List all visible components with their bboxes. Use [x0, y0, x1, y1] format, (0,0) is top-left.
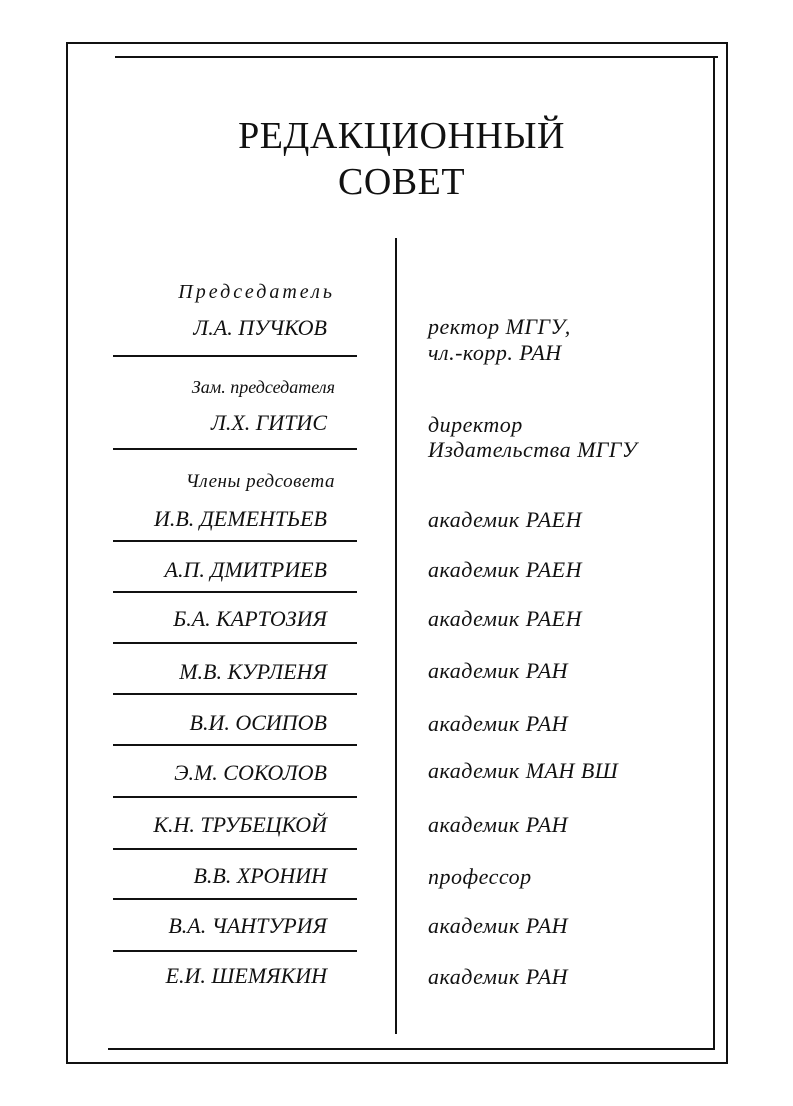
inner-frame-right-rule: [713, 56, 715, 1050]
member-role: академик РАН: [428, 658, 569, 683]
member-name: В.А. ЧАНТУРИЯ: [168, 913, 327, 938]
page-title-line-1: РЕДАКЦИОННЫЙ: [238, 115, 565, 157]
member-name: Б.А. КАРТОЗИЯ: [173, 606, 327, 631]
deputy-section-label: Зам. председателя: [191, 377, 335, 397]
members-section-label: Члены редсовета: [185, 471, 335, 492]
member-role: академик РАН: [428, 812, 569, 837]
member-role: академик РАН: [428, 913, 569, 938]
page-title-line-2: СОВЕТ: [337, 161, 466, 203]
chair-role-line-2: чл.-корр. РАН: [428, 340, 562, 365]
separator-rule: [113, 642, 357, 644]
deputy-role-line-1: директор: [428, 412, 523, 437]
member-name: И.В. ДЕМЕНТЬЕВ: [153, 506, 327, 531]
separator-rule: [113, 848, 357, 850]
member-name: В.И. ОСИПОВ: [189, 710, 327, 735]
deputy-name: Л.Х. ГИТИС: [210, 410, 327, 435]
chair-name: Л.А. ПУЧКОВ: [193, 315, 327, 340]
separator-rule: [113, 693, 357, 695]
separator-rule: [113, 744, 357, 746]
member-role: академик МАН ВШ: [428, 758, 619, 783]
separator-rule: [113, 591, 357, 593]
member-name: Е.И. ШЕМЯКИН: [165, 963, 327, 988]
separator-rule: [113, 448, 357, 450]
member-name: А.П. ДМИТРИЕВ: [164, 557, 327, 582]
chair-role-line-1: ректор МГГУ,: [428, 314, 571, 339]
separator-rule: [113, 355, 357, 357]
separator-rule: [113, 898, 357, 900]
deputy-role-line-2: Издательства МГГУ: [428, 437, 638, 462]
chair-section-label: Председатель: [178, 281, 335, 303]
member-role: профессор: [428, 864, 532, 889]
inner-frame-bottom-rule: [108, 1048, 715, 1050]
member-name: К.Н. ТРУБЕЦКОЙ: [153, 812, 327, 837]
column-divider: [395, 238, 397, 1034]
separator-rule: [113, 540, 357, 542]
member-name: М.В. КУРЛЕНЯ: [179, 659, 327, 684]
member-role: академик РАН: [428, 964, 569, 989]
member-role: академик РАН: [428, 711, 569, 736]
separator-rule: [113, 950, 357, 952]
member-name: В.В. ХРОНИН: [193, 863, 327, 888]
member-role: академик РАЕН: [428, 557, 582, 582]
inner-frame-top-rule: [115, 56, 718, 58]
member-role: академик РАЕН: [428, 606, 582, 631]
member-name: Э.М. СОКОЛОВ: [174, 760, 327, 785]
member-role: академик РАЕН: [428, 507, 582, 532]
separator-rule: [113, 796, 357, 798]
